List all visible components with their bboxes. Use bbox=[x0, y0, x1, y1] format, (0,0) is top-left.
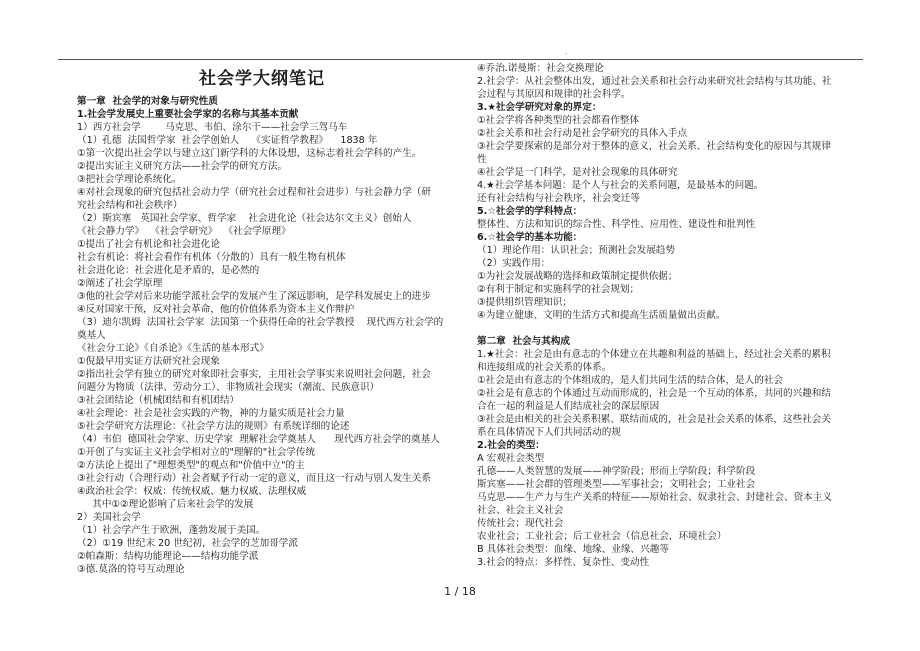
text-line: ②社会关系和社会行动是社会学研究的具体入手点 bbox=[477, 128, 688, 139]
text-line: 2）美国社会学 bbox=[77, 512, 141, 523]
text-line: B 具体社会类型：血缘、地缘、业缘、兴趣等 bbox=[477, 544, 669, 555]
section-heading: 6.☆社会学的基本功能： bbox=[477, 232, 583, 243]
text-line: ②方法论上提出了"理想类型"的观点和"价值中立"的主 bbox=[77, 460, 305, 471]
text-line: ①社会学将各种类型的社会都看作整体 bbox=[477, 115, 640, 126]
text-line: ③提供组织管理知识； bbox=[477, 297, 572, 308]
section-heading: 5.☆社会学的学科特点： bbox=[477, 206, 583, 217]
text-line: 性 bbox=[477, 154, 487, 165]
text-line: ②社会是有意志的个体通过互动而形成的，社会是一个互动的体系，共同的兴趣和结 bbox=[477, 388, 831, 399]
text-line: ③社会学要探索的是部分对于整体的意义，社会关系、社会结构变化的原因与其规律 bbox=[477, 141, 831, 152]
text-line: 会过程与其原因和规律的社会科学。 bbox=[477, 89, 631, 100]
text-line: 社会进化论：社会进化是矛盾的，是必然的 bbox=[77, 265, 260, 276]
text-line: 系在具体情况下人们共同活动的规 bbox=[477, 427, 621, 438]
text-line: （2）斯宾塞 英国社会学家、哲学家 社会进化论（社会达尔文主义）创始人 bbox=[77, 213, 412, 224]
left-column bbox=[77, 62, 447, 576]
text-line: ⑤社会学研究方法理论：《社会学方法的规则》有系统详细的论述 bbox=[77, 421, 350, 432]
left-column-lines bbox=[77, 95, 447, 576]
section-heading: 第二章 社会与其构成 bbox=[477, 336, 571, 347]
text-line: 和连接组成的社会关系的体系。 bbox=[477, 362, 612, 373]
text-line: （1）社会学产生于欧洲，蓬勃发展于美国。 bbox=[77, 525, 266, 536]
text-line: ③德.莫洛的符号互动理论 bbox=[77, 564, 185, 575]
section-heading: 1.社会学发展史上重要社会学家的名称与其基本贡献 bbox=[77, 109, 299, 120]
text-line: （4）韦伯 德国社会学家、历史学家 理解社会学奠基人 现代西方社会学的奠基人 bbox=[77, 434, 440, 445]
text-line: 社会有机论：将社会看作有机体（分散的）具有一般生物有机体 bbox=[77, 252, 346, 263]
text-line: ④社会学是一门科学，是对社会现象的具体研究 bbox=[477, 167, 678, 178]
text-line: ①开创了与实证主义社会学相对立的"理解的"社会学传统 bbox=[77, 447, 316, 458]
text-line: ④为建立健康、文明的生活方式和提高生活质量做出贡献。 bbox=[477, 310, 726, 321]
text-line: 究社会结构和社会秩序） bbox=[77, 200, 183, 211]
text-line: 1）西方社会学 马克思、韦伯、涂尔干——社会学三驾马车 bbox=[77, 122, 348, 133]
section-heading: 3.★社会学研究对象的界定： bbox=[477, 102, 602, 113]
text-line: ②有利于制定和实施科学的社会规划； bbox=[477, 284, 640, 295]
text-line: ①社会是由有意志的个体组成的，是人们共同生活的结合体，是人的社会 bbox=[477, 375, 784, 386]
text-line: 孔德——人类智慧的发展——神学阶段；形而上学阶段；科学阶段 bbox=[477, 466, 756, 477]
text-line: 3.社会的特点：多样性、复杂性、变动性 bbox=[477, 557, 650, 568]
header-rule bbox=[58, 59, 863, 60]
text-line: （1）孔德 法国哲学家 社会学创始人 《实证哲学教程》 1838 年 bbox=[77, 135, 378, 146]
text-line: 斯宾塞——社会群的管理类型——军事社会；文明社会；工业社会 bbox=[477, 479, 756, 490]
text-line: 社会、社会主义社会 bbox=[477, 505, 564, 516]
text-line: ④对社会现象的研究包括社会动力学（研究社会过程和社会进步）与社会静力学（研 bbox=[77, 187, 431, 198]
text-line: ④反对国家干预，反对社会革命，他的价值体系为资本主义作辩护 bbox=[77, 304, 355, 315]
text-line: ④政治社会学：权威：传统权威、魅力权威、法理权威 bbox=[77, 486, 307, 497]
page-number: 1 / 18 bbox=[444, 585, 476, 598]
text-line: ④社会理论：社会是社会实践的产物，神的力量实质是社会力量 bbox=[77, 408, 345, 419]
text-line: 其中①②理论影响了后来社会学的发展 bbox=[77, 499, 254, 510]
text-line: 4.★社会学基本问题：是个人与社会的关系问题，是最基本的问题。 bbox=[477, 180, 764, 191]
text-line: （2）①19 世纪末 20 世纪初，社会学的芝加哥学派 bbox=[77, 538, 298, 549]
right-column bbox=[477, 62, 862, 569]
text-line: 传统社会；现代社会 bbox=[477, 518, 564, 529]
text-line: ②指出社会学有独立的研究对象即社会事实，主用社会学事实来说明社会问题，社会 bbox=[77, 369, 431, 380]
header-mark: - bbox=[565, 50, 568, 57]
section-heading: 2.社会的类型： bbox=[477, 440, 545, 451]
text-line: 马克思——生产力与生产关系的特征——原始社会、奴隶社会、封建社会、资本主义 bbox=[477, 492, 832, 503]
section-heading: 第一章 社会学的对象与研究性质 bbox=[77, 96, 218, 107]
text-line: ①倪最早用实证方法研究社会现象 bbox=[77, 356, 220, 367]
text-line: （3）迪尔凯姆 法国社会学家 法国第一个获得任命的社会学教授 现代西方社会学的 bbox=[77, 317, 444, 328]
text-line: 整体性、方法和知识的综合性、科学性、应用性、建设性和批判性 bbox=[477, 219, 756, 230]
text-line: 《社会分工论》《自杀论》《生活的基本形式》 bbox=[77, 343, 269, 354]
text-line: 2.社会学：从社会整体出发，通过社会关系和社会行动来研究社会结构与其功能、社 bbox=[477, 76, 832, 87]
text-line: 合在一起的利益是人们结成社会的深层原因 bbox=[477, 401, 660, 412]
text-line: （2）实践作用： bbox=[477, 258, 551, 269]
text-line: 奠基人 bbox=[77, 330, 106, 341]
text-line: ②阐述了社会学原理 bbox=[77, 278, 163, 289]
text-line: ④乔治.诺曼斯：社会交换理论 bbox=[477, 63, 604, 74]
text-line: 1.★社会：社会是由有意志的个体建立在共趣和利益的基础上，经过社会关系的累积 bbox=[477, 349, 831, 360]
text-line: （1）理论作用：认识社会；预测社会发展趋势 bbox=[477, 245, 675, 256]
text-line: ①第一次提出社会学以与建立这门新学科的大体设想，这标志着社会学科的产生。 bbox=[77, 148, 422, 159]
document-title: 社会学大纲笔记 bbox=[199, 69, 325, 89]
text-line: 农业社会；工业社会；后工业社会（信息社会，环境社会） bbox=[477, 531, 727, 542]
text-line bbox=[477, 322, 862, 335]
text-line: ①提出了社会有机论和社会进化论 bbox=[77, 239, 220, 250]
text-line: ③把社会学理论系统化。 bbox=[77, 174, 182, 185]
text-line: ②帕森斯：结构功能理论——结构功能学派 bbox=[77, 551, 259, 562]
text-line: ①为社会发展战略的选择和政策制定提供依据； bbox=[477, 271, 678, 282]
text-line: ③社会是由相关的社会关系积累、联结而成的，社会是社会关系的体系，这些社会关 bbox=[477, 414, 831, 425]
text-line: A 宏观社会类型 bbox=[477, 453, 545, 464]
text-line: 问题分为物质（法律、劳动分工）、非物质社会现实（潮流、民族意识） bbox=[77, 382, 380, 393]
text-line: ③社会团结论（机械团结和有机团结） bbox=[77, 395, 240, 406]
text-line: ③他的社会学对后来功能学派社会学的发展产生了深远影响，是学科发展史上的进步 bbox=[77, 291, 431, 302]
text-line: ③社会行动（合理行动）社会者赋予行动一定的意义，而且这一行动与别人发生关系 bbox=[77, 473, 431, 484]
text-line: 还有社会结构与社会秩序，社会变迁等 bbox=[477, 193, 641, 204]
right-column-lines bbox=[477, 62, 862, 569]
text-line: 《社会静力学》 《社会学研究》 《社会学原理》 bbox=[77, 226, 291, 237]
text-line: ②提出实证主义研究方法——社会学的研究方法。 bbox=[77, 161, 288, 172]
